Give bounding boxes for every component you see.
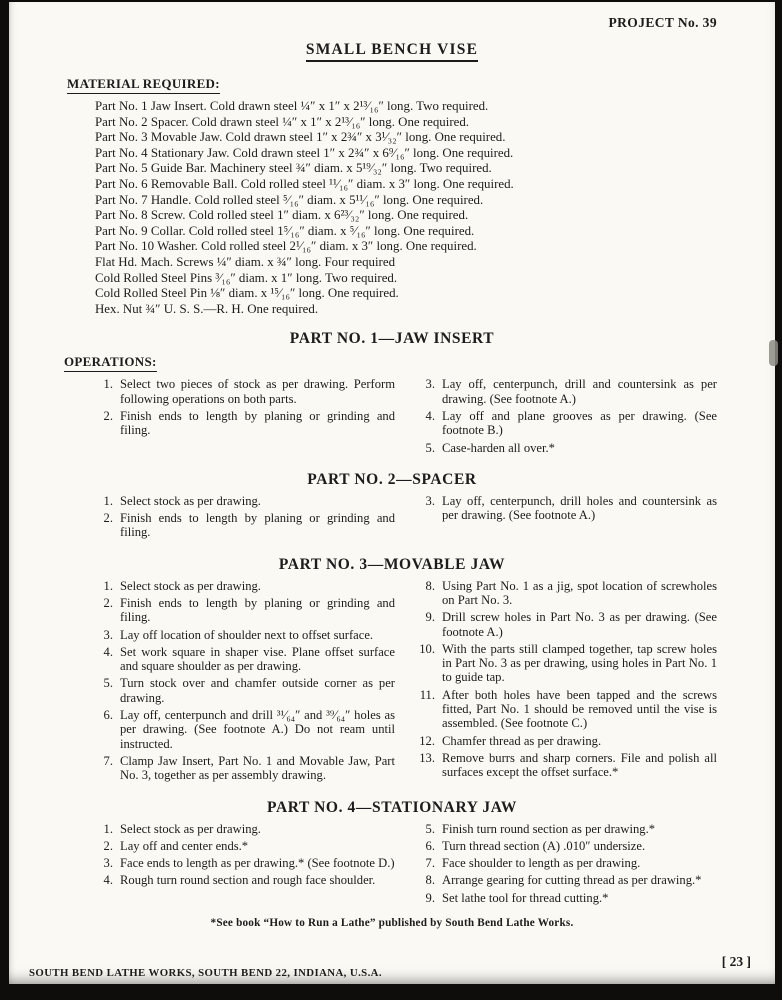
operation-text: Finish turn round section as per drawing.* — [442, 821, 656, 836]
operation-number: 5. — [425, 821, 435, 836]
operations-heading: OPERATIONS: — [64, 354, 157, 372]
part-heading: PART NO. 3—MOVABLE JAW — [278, 555, 506, 573]
operation-item — [95, 645, 395, 674]
operation-item — [95, 596, 395, 625]
operations-row — [64, 353, 775, 372]
operation-number: 7. — [425, 856, 435, 871]
operation-text: Lay off, centerpunch, drill and countersink as per drawing. (See footnote A.) — [442, 377, 717, 406]
operation-number: 2. — [103, 595, 113, 610]
material-item: Part No. 1 Jaw Insert. Cold drawn steel ¼″ x 1″ x 2¹³⁄₁₆″ long. Two required. — [95, 99, 489, 113]
material-item: Flat Hd. Mach. Screws ¼″ diam. x ¾″ long. Four required — [95, 254, 396, 269]
materials-list — [95, 99, 735, 317]
operation-number: 7. — [103, 753, 113, 768]
part-heading: PART NO. 2—SPACER — [307, 470, 477, 488]
operation-text: Select stock as per drawing. — [120, 821, 261, 836]
material-item: Part No. 2 Spacer. Cold drawn steel ¼″ x 1″ x 2¹³⁄₁₆″ long. One required. — [95, 114, 470, 129]
operation-text: Drill screw holes in Part No. 3 as per drawing. (See footnote A.) — [442, 610, 717, 639]
operation-item — [417, 494, 717, 523]
operation-item — [95, 676, 395, 705]
operation-text: Finish ends to length by planing or grinding and filing. — [120, 595, 395, 625]
operation-text: Lay off, centerpunch and drill ³¹⁄₆₄″ and ³⁹⁄₆₄″ holes as per drawing. (See footnote A.) Do not ream until instructed. — [120, 708, 395, 751]
operation-text: Rough turn round section and rough face shoulder. — [120, 873, 376, 888]
page-number: [ 23 ] — [721, 954, 751, 969]
operation-number: 4. — [425, 408, 435, 423]
operation-number: 4. — [103, 873, 113, 888]
part-section — [9, 330, 775, 457]
operation-number: 5. — [425, 440, 435, 455]
operation-item — [95, 839, 395, 853]
operation-text: After both holes have been tapped and the screws fitted, Part No. 1 should be removed until the vise is assembled. (See footnote C.) — [442, 687, 717, 731]
operation-number: 3. — [425, 377, 435, 392]
operation-number: 9. — [425, 610, 435, 625]
page-header — [9, 14, 775, 32]
operation-item — [417, 579, 717, 608]
operation-number: 6. — [425, 838, 435, 853]
operation-item — [417, 688, 717, 731]
operation-item — [95, 511, 395, 540]
operation-item — [417, 891, 717, 905]
part-section — [9, 471, 775, 543]
operation-text: Arrange gearing for cutting thread as per drawing.* — [442, 873, 702, 888]
material-item: Cold Rolled Steel Pins ³⁄₁₆″ diam. x 1″ long. Two required. — [95, 270, 398, 285]
operations-column-right — [417, 822, 717, 908]
operation-item — [95, 494, 395, 508]
operation-text: Finish ends to length by planing or grinding and filing. — [120, 408, 395, 438]
footnote: *See book “How to Run a Lathe” published by South Bend Lathe Works. — [210, 917, 574, 930]
operation-number: 3. — [103, 627, 113, 642]
operation-item — [95, 579, 395, 593]
operation-item — [95, 822, 395, 836]
operation-number: 8. — [425, 873, 435, 888]
material-item: Cold Rolled Steel Pin ⅛″ diam. x ¹⁵⁄₁₆″ long. One required. — [95, 286, 399, 301]
operation-item — [95, 754, 395, 783]
operation-number: 1. — [103, 493, 113, 508]
material-item: Part No. 3 Movable Jaw. Cold drawn steel 1″ x 2¾″ x 3¹⁄₃₂″ long. One required. — [95, 130, 506, 145]
operations-column-right — [417, 377, 717, 457]
operation-item — [417, 377, 717, 406]
part-heading: PART NO. 1—JAW INSERT — [289, 330, 495, 348]
material-required-row — [67, 75, 775, 94]
operation-text: Case-harden all over.* — [442, 440, 555, 455]
operation-text: Select stock as per drawing. — [120, 493, 261, 508]
operation-text: Lay off and center ends.* — [120, 838, 249, 853]
operations-column-left — [95, 822, 395, 908]
operation-number: 6. — [103, 708, 113, 723]
material-item: Part No. 4 Stationary Jaw. Cold drawn steel 1″ x 2¾″ x 6⁹⁄₁₆″ long. One required. — [95, 145, 514, 160]
operation-text: Using Part No. 1 as a jig, spot location of screwholes on Part No. 3. — [442, 578, 717, 607]
operation-text: Turn stock over and chamfer outside corner as per drawing. — [120, 676, 395, 705]
operation-number: 3. — [103, 856, 113, 871]
operation-text: Set lathe tool for thread cutting.* — [442, 890, 609, 905]
operation-number: 9. — [425, 890, 435, 905]
operations-column-right — [417, 494, 717, 543]
page-title: SMALL BENCH VISE — [306, 41, 478, 62]
project-number: PROJECT No. 39 — [608, 15, 717, 30]
material-required-heading: MATERIAL REQUIRED: — [67, 76, 220, 94]
operations-column-right — [417, 579, 717, 786]
material-item: Hex. Nut ¾″ U. S. S.—R. H. One required. — [95, 301, 319, 316]
operation-item — [417, 642, 717, 685]
operation-item — [417, 751, 717, 780]
operation-text: Set work square in shaper vise. Plane offset surface and square shoulder as per drawing. — [120, 644, 395, 674]
material-item: Part No. 8 Screw. Cold rolled steel 1″ diam. x 6²³⁄₃₂″ long. One required. — [95, 208, 469, 223]
operation-item — [95, 377, 395, 406]
operation-text: Lay off location of shoulder next to offset surface. — [120, 627, 374, 642]
material-item: Part No. 7 Handle. Cold rolled steel ⁵⁄₁₆″ diam. x 5¹¹⁄₁₆″ long. One required. — [95, 192, 484, 207]
operation-text: Lay off and plane grooves as per drawing. (See footnote B.) — [442, 408, 717, 438]
part-section — [9, 556, 775, 786]
title-row — [9, 41, 775, 62]
operation-text: Chamfer thread as per drawing. — [442, 733, 602, 748]
operation-number: 1. — [103, 377, 113, 392]
operation-text: Clamp Jaw Insert, Part No. 1 and Movable Jaw, Part No. 3, together as per assembly drawing. — [120, 753, 395, 783]
operation-number: 1. — [103, 821, 113, 836]
operation-item — [95, 856, 395, 870]
operation-item — [417, 610, 717, 639]
operation-text: Lay off, centerpunch, drill holes and countersink as per drawing. (See footnote A.) — [442, 493, 717, 523]
document-page — [9, 2, 775, 984]
operation-item — [417, 441, 717, 455]
operation-text: Face ends to length as per drawing.* (See footnote D.) — [120, 856, 395, 871]
sections-container — [9, 330, 775, 908]
operation-item — [95, 708, 395, 751]
part-section — [9, 799, 775, 908]
operation-item — [95, 628, 395, 642]
operation-item — [417, 873, 717, 887]
material-item: Part No. 10 Washer. Cold rolled steel 2¹⁄₁₆″ diam. x 3″ long. One required. — [95, 239, 477, 254]
operation-text: Face shoulder to length as per drawing. — [442, 856, 641, 871]
operation-text: Select stock as per drawing. — [120, 578, 261, 593]
operation-number: 10. — [419, 641, 435, 656]
page-footer — [9, 954, 775, 979]
operation-text: Select two pieces of stock as per drawing. Perform following operations on both parts. — [120, 377, 395, 406]
operation-number: 2. — [103, 408, 113, 423]
operation-item — [95, 873, 395, 887]
operations-column-left — [95, 579, 395, 786]
operation-number: 5. — [103, 676, 113, 691]
operation-text: With the parts still clamped together, tap screw holes in Part No. 3 as per drawing, using holes in Part No. 1 to guide tap. — [442, 641, 717, 685]
operation-item — [417, 856, 717, 870]
operation-item — [417, 734, 717, 748]
operations-column-left — [95, 377, 395, 457]
operation-number: 2. — [103, 511, 113, 526]
scan-artifact — [769, 340, 778, 366]
material-item: Part No. 9 Collar. Cold rolled steel 1⁵⁄₁₆″ diam. x ⁵⁄₁₆″ long. One required. — [95, 223, 475, 238]
operation-number: 4. — [103, 644, 113, 659]
operation-item — [417, 409, 717, 438]
part-heading: PART NO. 4—STATIONARY JAW — [267, 798, 517, 816]
material-item: Part No. 6 Removable Ball. Cold rolled steel ¹¹⁄₁₆″ diam. x 3″ long. One required. — [95, 176, 514, 191]
operation-number: 11. — [419, 687, 435, 702]
operation-number: 8. — [425, 578, 435, 593]
operation-number: 2. — [103, 838, 113, 853]
operation-text: Remove burrs and sharp corners. File and polish all surfaces except the offset surface.* — [442, 750, 717, 780]
operation-item — [95, 409, 395, 438]
operation-text: Turn thread section (A) .010″ undersize. — [442, 838, 646, 853]
material-item: Part No. 5 Guide Bar. Machinery steel ¾″ diam. x 5¹⁹⁄₃₂″ long. Two required. — [95, 161, 492, 176]
footer-publisher: SOUTH BEND LATHE WORKS, SOUTH BEND 22, INDIANA, U.S.A. — [29, 967, 382, 979]
operation-number: 13. — [419, 750, 435, 765]
operations-column-left — [95, 494, 395, 543]
operation-text: Finish ends to length by planing or grinding and filing. — [120, 511, 395, 540]
operation-number: 3. — [425, 493, 435, 508]
operation-number: 12. — [419, 733, 435, 748]
operation-item — [417, 839, 717, 853]
operation-number: 1. — [103, 578, 113, 593]
operation-item — [417, 822, 717, 836]
